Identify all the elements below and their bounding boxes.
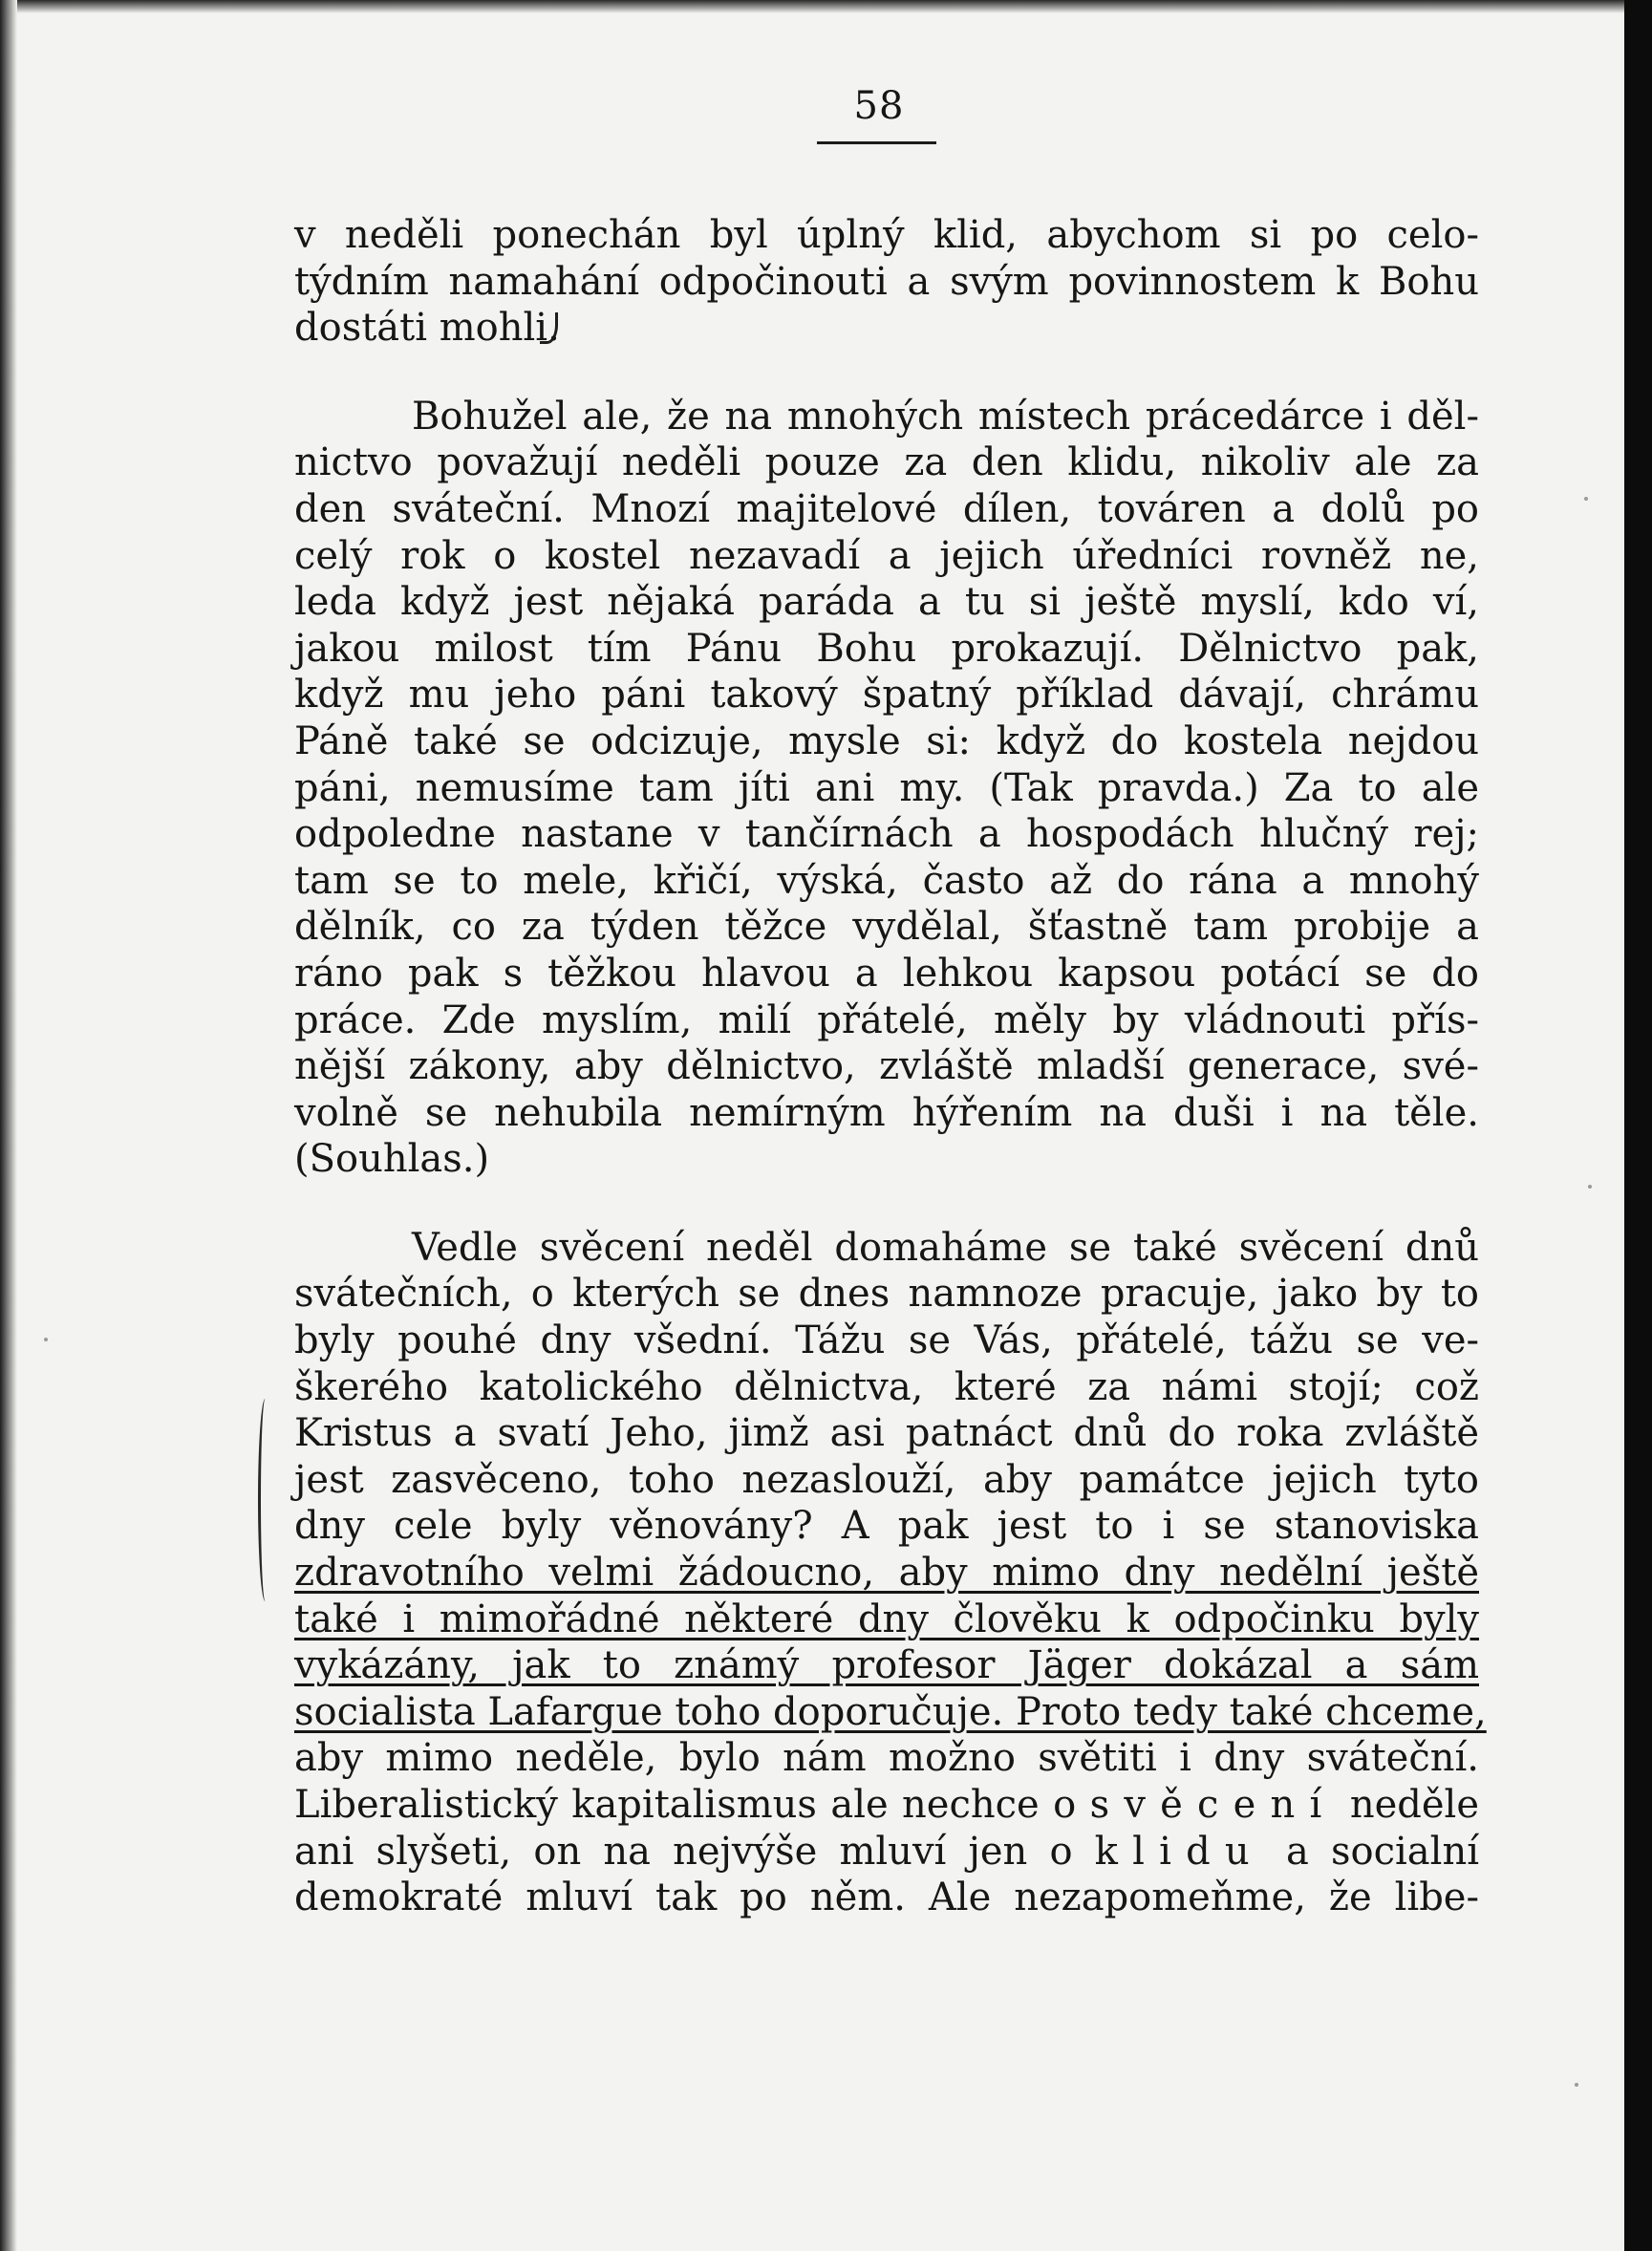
text-line: Kristus a svatí Jeho, jimž asi patnáct dnů do roka zvláště (294, 1411, 1479, 1456)
text-line: den sváteční. Mnozí majitelové dílen, továren a dolů po (294, 486, 1479, 531)
scan-speck (1588, 1185, 1592, 1189)
scan-shadow-left (0, 0, 17, 2251)
text-line-start: ani slyšeti, on na nejvýše mluví jen o (294, 1829, 1073, 1874)
paragraph-gap (294, 352, 1479, 394)
text-line: dostáti mohli. (294, 306, 560, 351)
paragraph-2 (294, 394, 1479, 1183)
text-line-start: Liberalistický kapitalismus ale nechce o (294, 1783, 1077, 1827)
text-line: dny cele byly věnovány? A pak jest to i se stanoviska (294, 1504, 1479, 1549)
scan-speck (1575, 2083, 1578, 2087)
text-line: celý rok o kostel nezavadí a jejich úředníci rovněž ne, (294, 533, 1479, 578)
text-line: volně se nehubila nemírným hýřením na duši i na těle. (294, 1090, 1479, 1135)
text-line: tam se to mele, křičí, výská, často až do rána a mnohý (294, 858, 1479, 903)
text-line: Páně také se odcizuje, mysle si: když do kostela nejdou (294, 718, 1479, 763)
text-line-underlined: socialista Lafargue toho doporučuje. Proto tedy také chceme, (294, 1689, 1487, 1734)
text-line: když mu jeho páni takový špatný příklad dávají, chrámu (294, 673, 1479, 718)
text-line-tail: neděle (1349, 1783, 1480, 1827)
text-line: aby mimo neděle, bylo nám možno světiti i dny sváteční. (294, 1736, 1479, 1781)
text-line: demokraté mluví tak po něm. Ale nezapomeňme, že libe- (294, 1876, 1479, 1920)
text-line-with-spacing (294, 1782, 1479, 1829)
scan-speck (44, 1338, 48, 1341)
text-line: jakou milost tím Pánu Bohu prokazují. Dělnictvo pak, (294, 626, 1479, 671)
text-line: nictvo považují neděli pouze za den klidu, nikoliv ale za (294, 440, 1479, 485)
scan-speck (1584, 497, 1588, 501)
page-number-rule (817, 141, 936, 144)
text-line: Vedle svěcení neděl domaháme se také svěcení dnů (412, 1225, 1479, 1270)
text-line-tail: a socialní (1286, 1829, 1479, 1874)
paragraph-gap (294, 1183, 1479, 1225)
paragraph-1 (294, 212, 1479, 352)
paragraph-3 (294, 1225, 1487, 1921)
spaced-word-svecení: svěcení (1089, 1783, 1337, 1827)
text-line: práce. Zde myslím, milí přátelé, měly by vládnouti přís- (294, 997, 1479, 1042)
text-line: leda když jest nějaká paráda a tu si ještě myslí, kdo ví, (294, 580, 1479, 625)
scan-shadow-top (0, 0, 1624, 13)
text-line: byly pouhé dny všední. Tážu se Vás, přátelé, tážu se ve- (294, 1318, 1479, 1363)
text-line-underlined: vykázány, jak to známý profesor Jäger dokázal a sám (294, 1643, 1479, 1688)
text-line: (Souhlas.) (294, 1137, 490, 1182)
text-line: páni, nemusíme tam jíti ani my. (Tak pravda.) Za to ale (294, 765, 1479, 810)
text-line-with-spacing (294, 1829, 1479, 1876)
text-line: týdním namahání odpočinouti a svým povinnostem k Bohu (294, 259, 1479, 304)
page-number: 58 (853, 84, 905, 128)
text-line: ráno pak s těžkou hlavou a lehkou kapsou potácí se do (294, 951, 1479, 996)
text-line: jest zasvěceno, toho nezaslouží, aby památce jejich tyto (294, 1457, 1479, 1502)
text-line: Bohužel ale, že na mnohých místech prácedárce i děl- (412, 394, 1479, 439)
text-line: nější zákony, aby dělnictvo, zvláště mladší generace, své- (294, 1044, 1479, 1089)
scan-edge-right (1624, 0, 1652, 2251)
spaced-word-klidu: klidu (1094, 1829, 1264, 1874)
text-line: svátečních, o kterých se dnes namnoze pracuje, jako by to (294, 1272, 1479, 1317)
body-text (294, 212, 1487, 1921)
text-line: škerého katolického dělnictva, které za námi stojí; což (294, 1364, 1479, 1409)
text-line: odpoledne nastane v tančírnách a hospodách hlučný rej; (294, 812, 1479, 857)
text-line: dělník, co za týden těžce vydělal, šťastně tam probije a (294, 905, 1479, 950)
text-line: v neděli ponechán byl úplný klid, abychom si po celo- (294, 213, 1479, 257)
pencil-margin-bracket (258, 1399, 272, 1601)
text-line-underlined: zdravotního velmi žádoucno, aby mimo dny nedělní ještě (294, 1551, 1479, 1596)
text-line-underlined: také i mimořádné některé dny člověku k odpočinku byly (294, 1597, 1479, 1641)
